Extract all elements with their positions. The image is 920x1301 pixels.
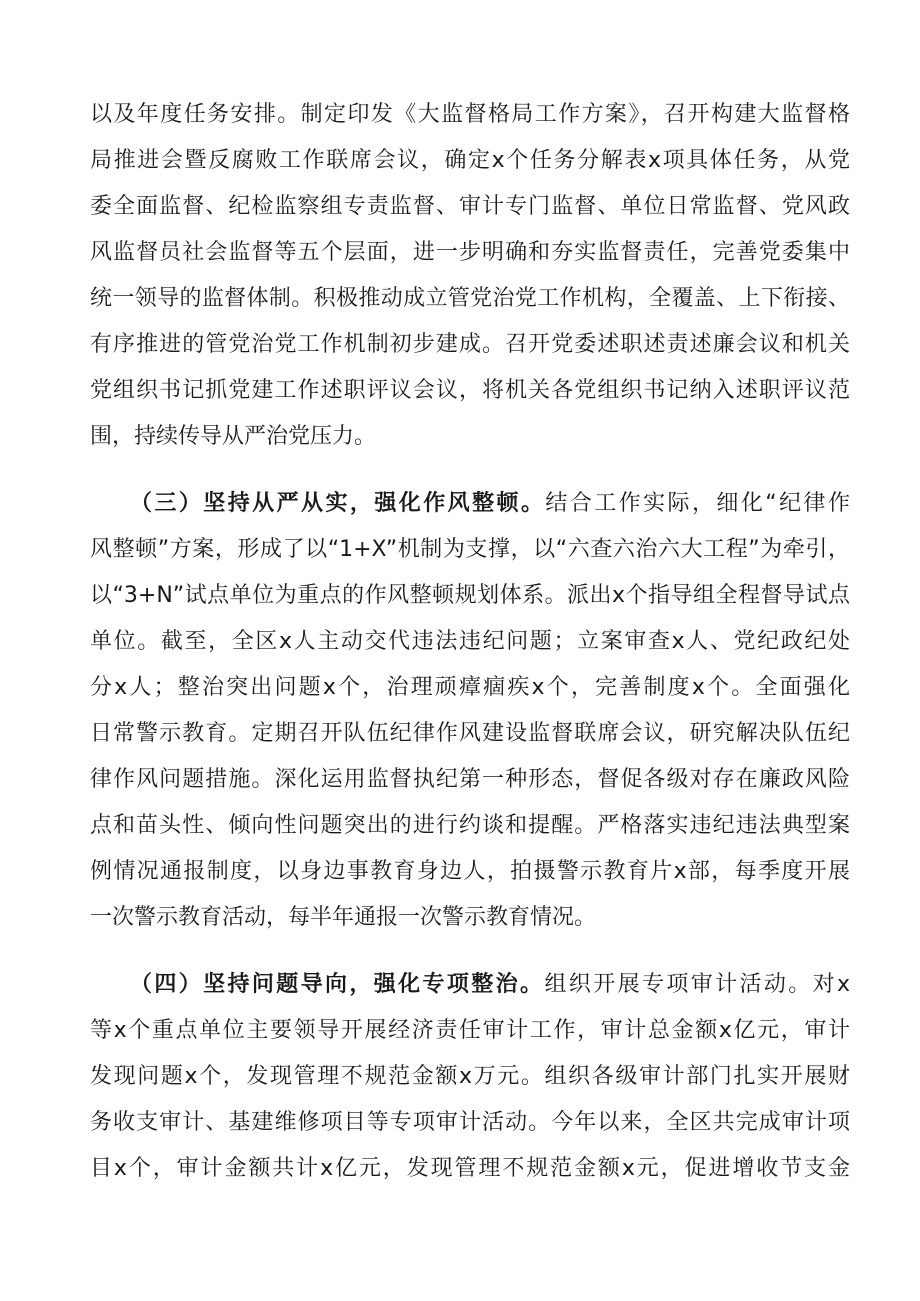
paragraph-line: 有序推进的管党治党工作机制初步建成。召开党委述职述责述廉会议和机关	[90, 332, 850, 357]
paragraph-line: 单位。截至，全区x人主动交代违法违纪问题；立案审查x人、党纪政纪处	[90, 629, 850, 654]
paragraph-line: 务收支审计、基建维修项目等专项审计活动。今年以来，全区共完成审计项	[90, 1110, 850, 1135]
paragraph-line: 发现问题x个，发现管理不规范金额x万元。组织各级审计部门扎实开展财	[90, 1064, 850, 1089]
section-heading-4: （四）坚持问题导向，强化专项整治。	[130, 972, 545, 997]
paragraph-line: 一次警示教育活动，每半年通报一次警示教育情况。	[90, 905, 597, 930]
section-heading-line	[130, 484, 850, 524]
paragraph-line: 风监督员社会监督等五个层面，进一步明确和夯实监督责任，完善党委集中	[90, 240, 850, 265]
paragraph-line: 律作风问题措施。深化运用监督执纪第一种形态，督促各级对存在廉政风险	[90, 767, 850, 792]
paragraph-line: 党组织书记抓党建工作述职评议会议，将机关各党组织书记纳入述职评议范	[90, 378, 850, 403]
paragraph-line: 等x个重点单位主要领导开展经济责任审计工作，审计总金额x亿元，审计	[90, 1018, 850, 1043]
paragraph-line: 局推进会暨反腐败工作联席会议，确定x个任务分解表x项具体任务，从党	[90, 148, 850, 173]
paragraph-line: 以“3+N”试点单位为重点的作风整顿规划体系。派出x个指导组全程督导试点	[90, 583, 850, 608]
paragraph-line: 目x个，审计金额共计x亿元，发现管理不规范金额x元，促进增收节支金	[90, 1156, 850, 1181]
paragraph-line: 统一领导的监督体制。积极推动成立管党治党工作机构，全覆盖、上下衔接、	[90, 286, 850, 311]
paragraph-line: 点和苗头性、倾向性问题突出的进行约谈和提醒。严格落实违纪违法典型案	[90, 813, 850, 838]
section-heading-continuation: 组织开展专项审计活动。对x	[544, 972, 850, 997]
paragraph-line: 围，持续传导从严治党压力。	[90, 424, 377, 449]
paragraph-line: 委全面监督、纪检监察组专责监督、审计专门监督、单位日常监督、党风政	[90, 194, 850, 219]
paragraph-line: 日常警示教育。定期召开队伍纪律作风建设监督联席会议，研究解决队伍纪	[90, 721, 850, 746]
paragraph-line: 例情况通报制度，以身边事教育身边人，拍摄警示教育片x部，每季度开展	[90, 859, 850, 884]
section-heading-continuation: 结合工作实际，细化“纪律作	[545, 491, 850, 516]
paragraph-line: 以及年度任务安排。制定印发《大监督格局工作方案》，召开构建大监督格	[90, 102, 850, 127]
section-heading-line	[130, 965, 850, 1005]
paragraph-line: 风整顿”方案，形成了以“1+X”机制为支撑，以“六查六治六大工程”为牵引，	[90, 537, 850, 562]
paragraph-line: 分x人；整治突出问题x个，治理顽瘴痼疾x个，完善制度x个。全面强化	[90, 675, 850, 700]
section-heading-3: （三）坚持从严从实，强化作风整顿。	[130, 491, 546, 516]
